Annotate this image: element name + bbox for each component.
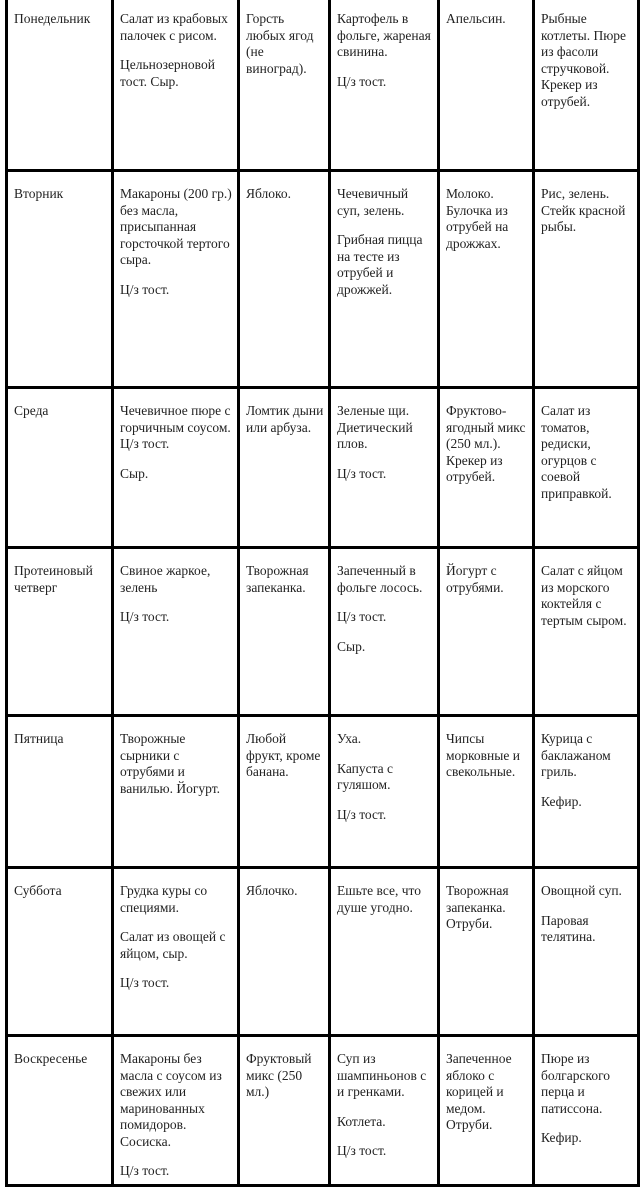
meal-text: Котлета. xyxy=(337,1113,386,1129)
meal-cell xyxy=(534,548,639,716)
meal-cell xyxy=(439,868,534,1036)
meal-cell xyxy=(239,716,330,868)
meal-plan-table xyxy=(5,0,640,1187)
meal-text: Йогурт с отрубями. xyxy=(446,563,504,595)
table-row xyxy=(7,868,639,1036)
meal-text: Молоко. Булочка из отрубей на дрожжах. xyxy=(446,186,509,251)
meal-text: Салат из томатов, редиски, огурцов с соевой приправкой. xyxy=(541,403,612,501)
meal-text: Ц/з тост. xyxy=(337,1143,387,1158)
table-row xyxy=(7,171,639,388)
meal-text: Салат с яйцом из морского коктейля с тертым сыром. xyxy=(541,563,627,628)
day-label: Пятница xyxy=(14,731,64,746)
meal-cell xyxy=(330,1036,439,1186)
table-row xyxy=(7,548,639,716)
day-cell xyxy=(7,716,113,868)
table-row xyxy=(7,0,639,171)
meal-cell xyxy=(534,0,639,171)
meal-text: Суп из шампиньонов с и гренками. xyxy=(337,1051,427,1099)
meal-text: Ешьте все, что душе угодно. xyxy=(337,883,422,915)
day-cell xyxy=(7,0,113,171)
meal-text: Ломтик дыни или арбуза. xyxy=(246,403,324,435)
meal-text: Яблочко. xyxy=(246,883,298,898)
meal-text: Овощной суп. xyxy=(541,883,622,898)
meal-text: Кефир. xyxy=(541,1130,582,1145)
meal-text: Свиное жаркое, зелень xyxy=(120,563,211,595)
meal-cell xyxy=(439,716,534,868)
meal-cell xyxy=(439,388,534,548)
meal-text: Грудка куры со специями. xyxy=(120,883,208,915)
meal-text: Капуста с гуляшом. xyxy=(337,760,394,792)
day-label: Вторник xyxy=(14,186,64,201)
meal-text: Салат из крабовых палочек с рисом. xyxy=(120,11,228,43)
meal-cell xyxy=(534,716,639,868)
table-row xyxy=(7,716,639,868)
meal-text: Ц/з тост. xyxy=(120,609,170,624)
meal-text: Макароны без масла с соусом из свежих или маринованных помидоров. Сосиска. xyxy=(120,1051,222,1149)
meal-text: Чипсы морковные и свекольные. xyxy=(446,731,520,779)
meal-cell xyxy=(239,548,330,716)
meal-text: Ц/з тост. xyxy=(337,609,387,624)
meal-cell xyxy=(330,548,439,716)
meal-text: Цельнозерновой тост. Сыр. xyxy=(120,57,215,89)
meal-text: Запеченное яблоко с корицей и медом. Отруби. xyxy=(446,1051,512,1132)
meal-text: Запеченный в фольге лосось. xyxy=(337,563,423,595)
meal-text: Ц/з тост. xyxy=(337,465,387,481)
meal-text: Фруктово-ягодный микс (250 мл.). Крекер из отрубей. xyxy=(446,403,526,484)
meal-text: Чечевичное пюре с горчичным соусом. Ц/з тост. xyxy=(120,403,231,451)
meal-text: Апельсин. xyxy=(446,11,506,26)
meal-cell xyxy=(113,716,239,868)
day-cell xyxy=(7,868,113,1036)
day-label: Воскресенье xyxy=(14,1051,88,1066)
meal-text: Фруктовый микс (250 мл.) xyxy=(246,1051,312,1099)
meal-cell xyxy=(439,171,534,388)
meal-cell xyxy=(330,868,439,1036)
meal-cell xyxy=(239,868,330,1036)
meal-text: Творожная запеканка. Отруби. xyxy=(446,883,509,931)
meal-text: Творожные сырники с отрубями и ванилью. Йогурт. xyxy=(120,731,220,796)
day-cell xyxy=(7,171,113,388)
meal-cell xyxy=(113,388,239,548)
meal-text: Макароны (200 гр.) без масла, присыпанная горсточкой тертого сыра. xyxy=(120,186,232,267)
meal-cell xyxy=(113,1036,239,1186)
meal-text: Любой фрукт, кроме банана. xyxy=(246,731,321,779)
meal-text: Ц/з тост. xyxy=(337,806,387,822)
meal-text: Ц/з тост. xyxy=(120,281,170,297)
meal-cell xyxy=(330,388,439,548)
meal-cell xyxy=(113,868,239,1036)
meal-plan-body xyxy=(7,0,639,1186)
meal-cell xyxy=(439,1036,534,1186)
meal-cell xyxy=(113,171,239,388)
day-label: Понедельник xyxy=(14,11,91,26)
table-row xyxy=(7,1036,639,1186)
meal-text: Кефир. xyxy=(541,793,582,809)
meal-cell xyxy=(439,548,534,716)
meal-text: Паровая телятина. xyxy=(541,912,596,944)
meal-cell xyxy=(534,171,639,388)
meal-text: Пюре из болгарского перца и патиссона. xyxy=(541,1051,611,1116)
meal-cell xyxy=(534,388,639,548)
meal-text: Ц/з тост. xyxy=(120,975,170,990)
meal-text: Ц/з тост. xyxy=(120,1163,170,1178)
meal-cell xyxy=(534,868,639,1036)
meal-text: Рыбные котлеты. Пюре из фасоли стручковой. Крекер из отрубей. xyxy=(541,11,627,109)
day-label: Среда xyxy=(14,403,49,418)
meal-text: Сыр. xyxy=(337,638,366,654)
meal-text: Зеленые щи. Диетический плов. xyxy=(337,403,413,451)
meal-cell xyxy=(113,0,239,171)
meal-text: Творожная запеканка. xyxy=(246,563,309,595)
meal-cell xyxy=(330,171,439,388)
day-label: Протеиновый четверг xyxy=(14,563,93,595)
meal-text: Сыр. xyxy=(120,465,149,481)
meal-text: Горсть любых ягод (не виноград). xyxy=(246,11,314,76)
table-row xyxy=(7,388,639,548)
meal-text: Ц/з тост. xyxy=(337,73,387,89)
meal-cell xyxy=(439,0,534,171)
meal-text: Курица с баклажаном гриль. xyxy=(541,731,611,779)
meal-cell xyxy=(239,1036,330,1186)
meal-text: Чечевичный суп, зелень. xyxy=(337,186,409,218)
day-cell xyxy=(7,548,113,716)
meal-cell xyxy=(239,0,330,171)
meal-cell xyxy=(534,1036,639,1186)
day-label: Суббота xyxy=(14,883,62,898)
day-cell xyxy=(7,388,113,548)
meal-text: Салат из овощей с яйцом, сыр. xyxy=(120,929,226,961)
meal-cell xyxy=(113,548,239,716)
day-cell xyxy=(7,1036,113,1186)
meal-text: Картофель в фольге, жареная свинина. xyxy=(337,11,431,59)
meal-cell xyxy=(330,0,439,171)
meal-text: Грибная пицца на тесте из отрубей и дрожжей. xyxy=(337,232,423,297)
meal-text: Яблоко. xyxy=(246,186,292,201)
meal-cell xyxy=(239,388,330,548)
meal-cell xyxy=(330,716,439,868)
meal-text: Уха. xyxy=(337,731,362,746)
meal-cell xyxy=(239,171,330,388)
meal-text: Рис, зелень. Стейк красной рыбы. xyxy=(541,186,626,234)
